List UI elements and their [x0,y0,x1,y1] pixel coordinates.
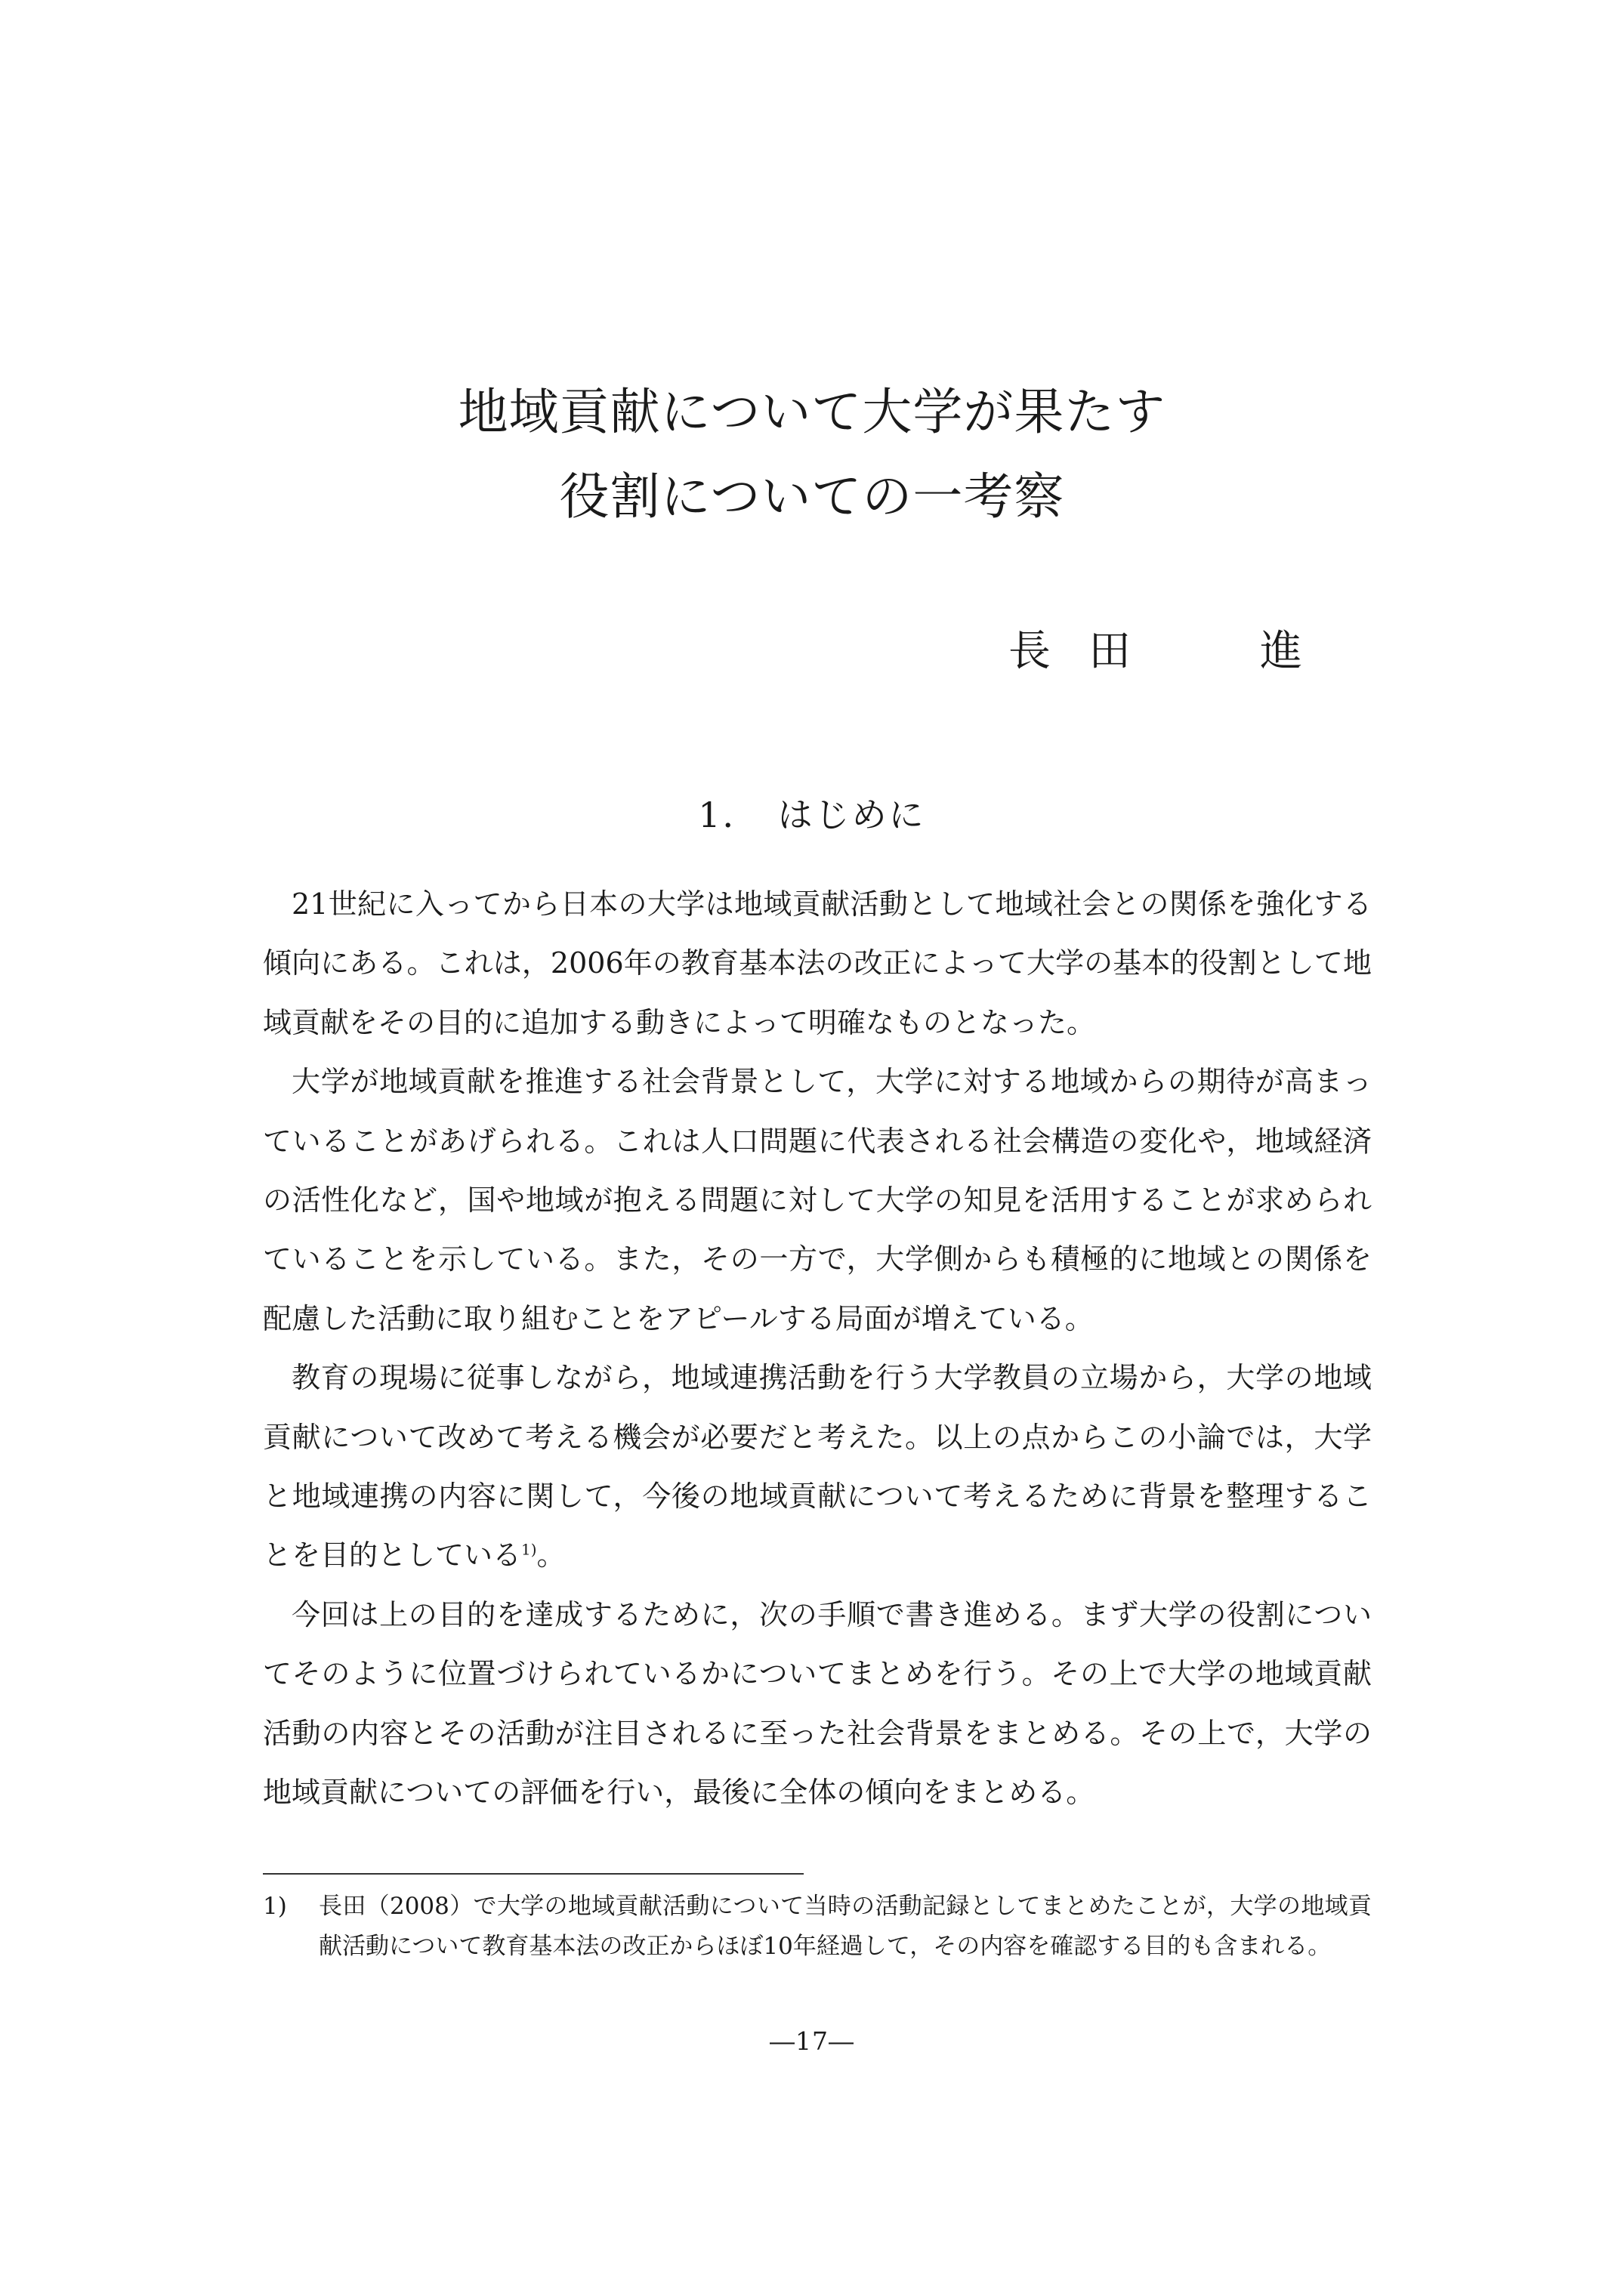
title-line-1: 地域貢献について大学が果たす [458,383,1166,441]
paragraph-3-text: 教育の現場に従事しながら，地域連携活動を行う大学教員の立場から，大学の地域貢献について改めて考える機会が必要だと考えた。以上の点からこの小論では，大学と地域連携の内容に関して，今後の地域貢献について考えるために背景を整理することを目的としている [263,1361,1372,1572]
paragraph-3 [263,1348,1372,1585]
author-family-name-char-1: 長 [1008,627,1051,676]
footnote-divider [263,1873,804,1875]
author-name [1008,618,1341,678]
paper-title [0,370,1624,539]
author-family-name-char-2: 田 [1088,627,1131,676]
title-line-2: 役割についての一考察 [559,468,1065,526]
paragraph-2: 大学が地域貢献を推進する社会背景として，大学に対する地域からの期待が高まっていることがあげられる。これは人口問題に代表される社会構造の変化や，地域経済の活性化など，国や地域が抱える問題に対して大学の知見を活用することが求められていることを示している。また，その一方で，大学側からも積極的に地域との関係を配慮した活動に取り組むことをアピールする局面が増えている。 [263,1065,1372,1335]
footnote-text: 長田（2008）で大学の地域貢献活動について当時の活動記録としてまとめたことが，大学の地域貢献活動について教育基本法の改正からほぼ10年経過して，その内容を確認する目的も含まれる。 [319,1893,1372,1960]
section-number: 1． [698,795,760,835]
author-given-name: 進 [1260,627,1302,676]
paragraph-4: 今回は上の目的を達成するために，次の手順で書き進める。まず大学の役割についてそのように位置づけられているかについてまとめを行う。その上で大学の地域貢献活動の内容とその活動が注目されるに至った社会背景をまとめる。その上で，大学の地域貢献についての評価を行い，最後に全体の傾向をまとめる。 [263,1597,1372,1810]
page-number: ―17― [770,2026,854,2056]
footnote-marker: 1) [263,1893,287,1920]
paragraph-3-end: 。 [536,1538,566,1572]
body-text [263,875,1372,1822]
footnote-reference: 1) [521,1540,537,1559]
section-title: はじめに [777,795,926,835]
paragraph-1: 21世紀に入ってから日本の大学は地域貢献活動として地域社会との関係を強化する傾向にある。これは，2006年の教育基本法の改正によって大学の基本的役割として地域貢献をその目的に追加する動きによって明確なものとなった。 [263,887,1372,1039]
footnote [263,1887,1372,1967]
section-heading [0,788,1624,838]
